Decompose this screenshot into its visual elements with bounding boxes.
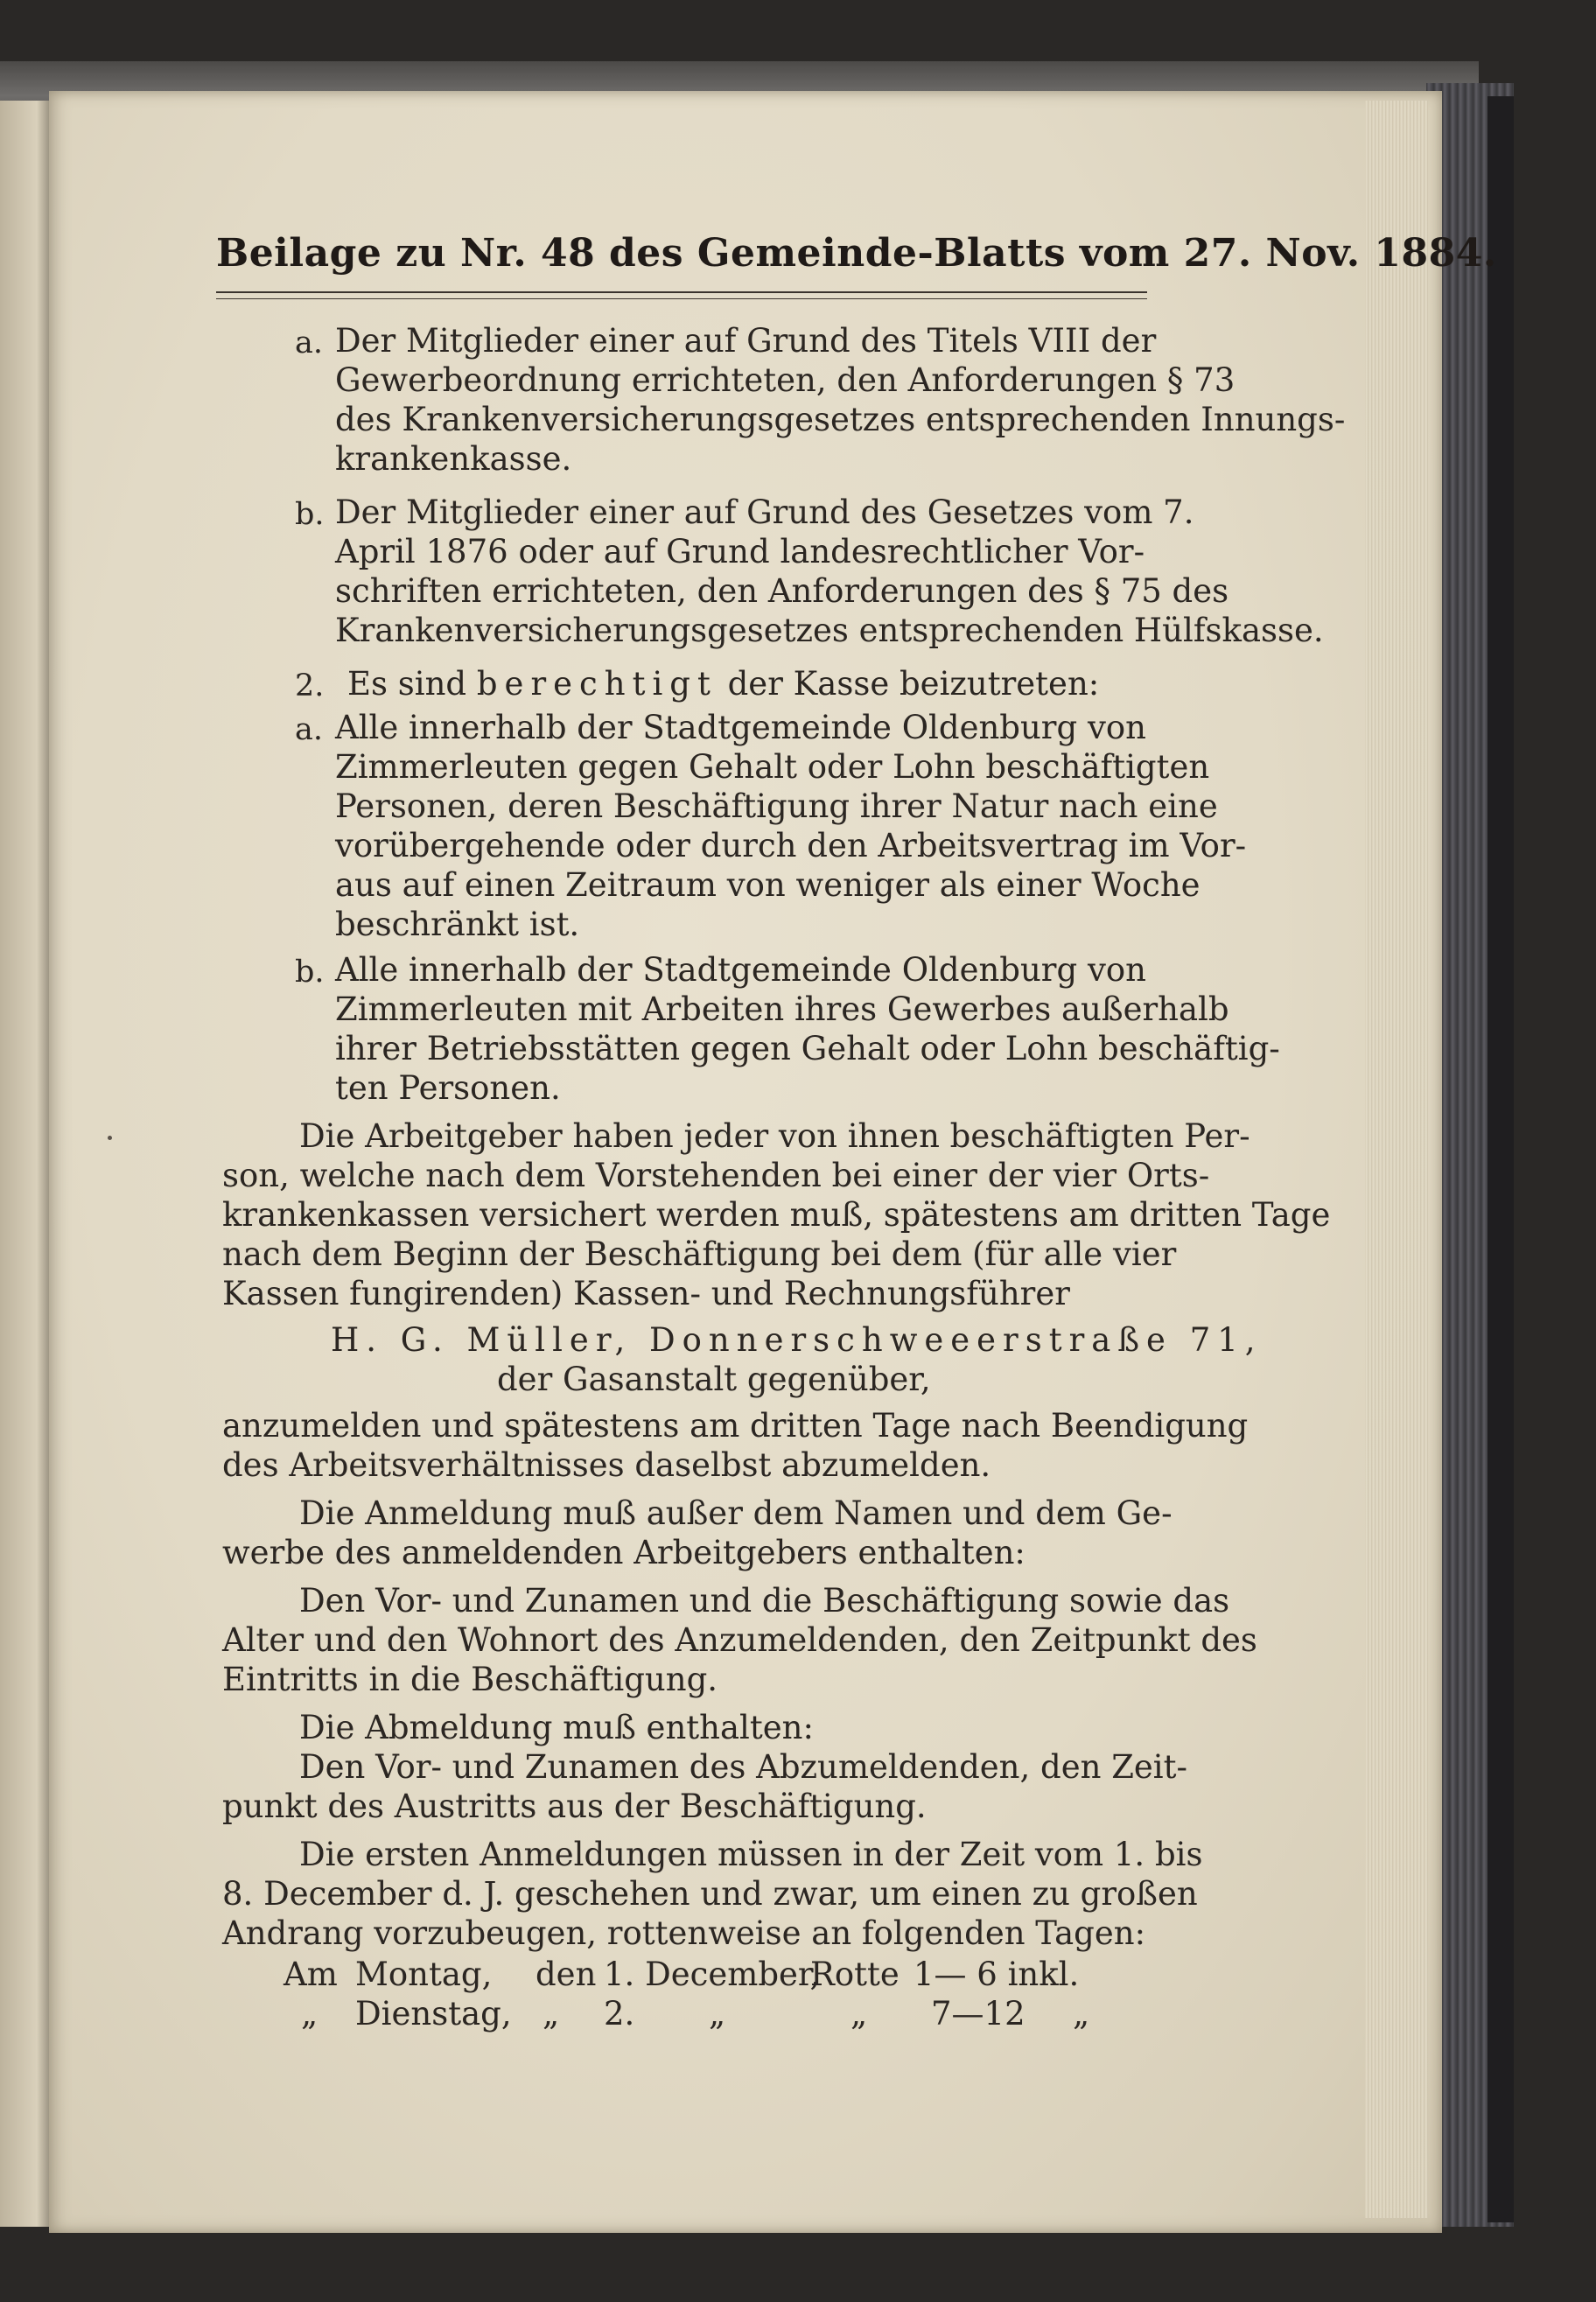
text-line: Alle innerhalb der Stadtgemeinde Oldenburg von <box>335 709 1146 746</box>
text-line: Alter und den Wohnort des Anzumeldenden, den Zeitpunkt des <box>222 1621 1257 1659</box>
text-line: punkt des Austritts aus der Beschäftigung. <box>222 1788 927 1825</box>
ink-speck <box>108 1136 112 1140</box>
schedule-prefix: Am <box>284 1956 338 1993</box>
text-line: nach dem Beginn der Beschäftigung bei dem (für alle vier <box>222 1235 1177 1273</box>
text-line: anzumelden und spätestens am dritten Tage nach Beendigung <box>222 1407 1249 1445</box>
text-line: Die ersten Anmeldungen müssen in der Zeit vom 1. bis <box>299 1836 1203 1873</box>
schedule-day: Dienstag, <box>355 1995 512 2033</box>
text-line: krankenkasse. <box>335 440 572 478</box>
schedule-range-ditto: „ <box>1073 1995 1090 2033</box>
text-line: Alle innerhalb der Stadtgemeinde Oldenburg von <box>335 951 1146 989</box>
schedule-date-prefix: „ <box>542 1995 560 2033</box>
text-line: vorübergehende oder durch den Arbeitsvertrag im Vor- <box>335 827 1247 864</box>
text-line: krankenkassen versichert werden muß, spätestens am dritten Tage <box>222 1196 1331 1234</box>
schedule-group: Rotte <box>810 1956 900 1993</box>
page-header-title: Beilage zu Nr. 48 des Gemeinde-Blatts vom 27. Nov. 1884. <box>216 231 1497 276</box>
section-heading-emphasis: berechtigt <box>476 665 718 703</box>
text-line: des Krankenversicherungsgesetzes entsprechenden Innungs- <box>335 401 1346 438</box>
text-line: beschränkt ist. <box>335 906 580 943</box>
schedule-date: 2. <box>604 1995 635 2033</box>
text-line: Den Vor- und Zunamen des Abzumeldenden, den Zeit- <box>299 1748 1188 1786</box>
text-line: Krankenversicherungsgesetzes entsprechenden Hülfskasse. <box>335 612 1324 649</box>
schedule-date: 1. December, <box>604 1956 821 1993</box>
header-rule-bottom <box>216 298 1147 299</box>
schedule-month-ditto: „ <box>709 1995 726 2033</box>
text-line: son, welche nach dem Vorstehenden bei einer der vier Orts- <box>222 1157 1210 1194</box>
text-line: Die Anmeldung muß außer dem Namen und dem Ge- <box>299 1494 1172 1532</box>
text-line: Der Mitglieder einer auf Grund des Gesetzes vom 7. <box>335 493 1194 531</box>
address-name: H. G. Müller, Donnerschweeerstraße 71, <box>331 1321 1263 1359</box>
text-line: Die Arbeitgeber haben jeder von ihnen beschäftigten Per- <box>299 1117 1250 1155</box>
text-line: werbe des anmeldenden Arbeitgebers enthalten: <box>222 1534 1026 1571</box>
text-line: Zimmerleuten mit Arbeiten ihres Gewerbes außerhalb <box>335 990 1229 1028</box>
text-line: Den Vor- und Zunamen und die Beschäftigung sowie das <box>299 1582 1230 1620</box>
schedule-day: Montag, <box>355 1956 493 1993</box>
text-line: April 1876 oder auf Grund landesrechtlicher Vor- <box>335 533 1145 570</box>
page-stack-edges <box>1365 101 1428 2218</box>
text-line: ten Personen. <box>335 1069 561 1107</box>
text-line: Die Abmeldung muß enthalten: <box>299 1709 814 1746</box>
section-heading-before: Es sind <box>347 665 467 703</box>
text-line: 8. December d. J. geschehen und zwar, um einen zu großen <box>222 1875 1198 1913</box>
schedule-range: 7—12 <box>931 1995 1026 2033</box>
left-page-edge <box>0 101 52 2227</box>
item-label: b. <box>295 497 325 532</box>
text-line: Andrang vorzubeugen, rottenweise an folgenden Tagen: <box>222 1914 1146 1952</box>
text-line: Gewerbeordnung errichteten, den Anforderungen § 73 <box>335 361 1236 399</box>
schedule-date-prefix: den <box>536 1956 597 1993</box>
item-label: b. <box>295 955 325 990</box>
text-line: Personen, deren Beschäftigung ihrer Natur nach eine <box>335 787 1218 825</box>
text-line: Der Mitglieder einer auf Grund des Titels VIII der <box>335 322 1157 360</box>
item-label: a. <box>295 325 323 360</box>
header-rule-top <box>216 291 1147 293</box>
text-line: Kassen fungirenden) Kassen- und Rechnungsführer <box>222 1275 1070 1312</box>
schedule-prefix: „ <box>301 1995 318 2033</box>
text-line: schriften errichteten, den Anforderungen des § 75 des <box>335 572 1229 610</box>
text-line: Zimmerleuten gegen Gehalt oder Lohn beschäftigten <box>335 748 1210 786</box>
item-label: a. <box>295 712 323 747</box>
section-heading-after: der Kasse beizutreten: <box>727 665 1100 703</box>
text-line: ihrer Betriebsstätten gegen Gehalt oder Lohn beschäftig- <box>335 1030 1280 1067</box>
text-line: des Arbeitsverhältnisses daselbst abzumelden. <box>222 1446 991 1484</box>
text-line: aus auf einen Zeitraum von weniger als einer Woche <box>335 866 1200 904</box>
book-spine-shadow <box>1488 96 1514 2222</box>
schedule-range: 1— 6 inkl. <box>914 1956 1080 1993</box>
section-heading <box>347 665 1099 703</box>
text-line: Eintritts in die Beschäftigung. <box>222 1661 718 1698</box>
schedule-group: „ <box>850 1995 868 2033</box>
address-line: der Gasanstalt gegenüber, <box>497 1361 931 1398</box>
section-number: 2. <box>295 668 325 703</box>
